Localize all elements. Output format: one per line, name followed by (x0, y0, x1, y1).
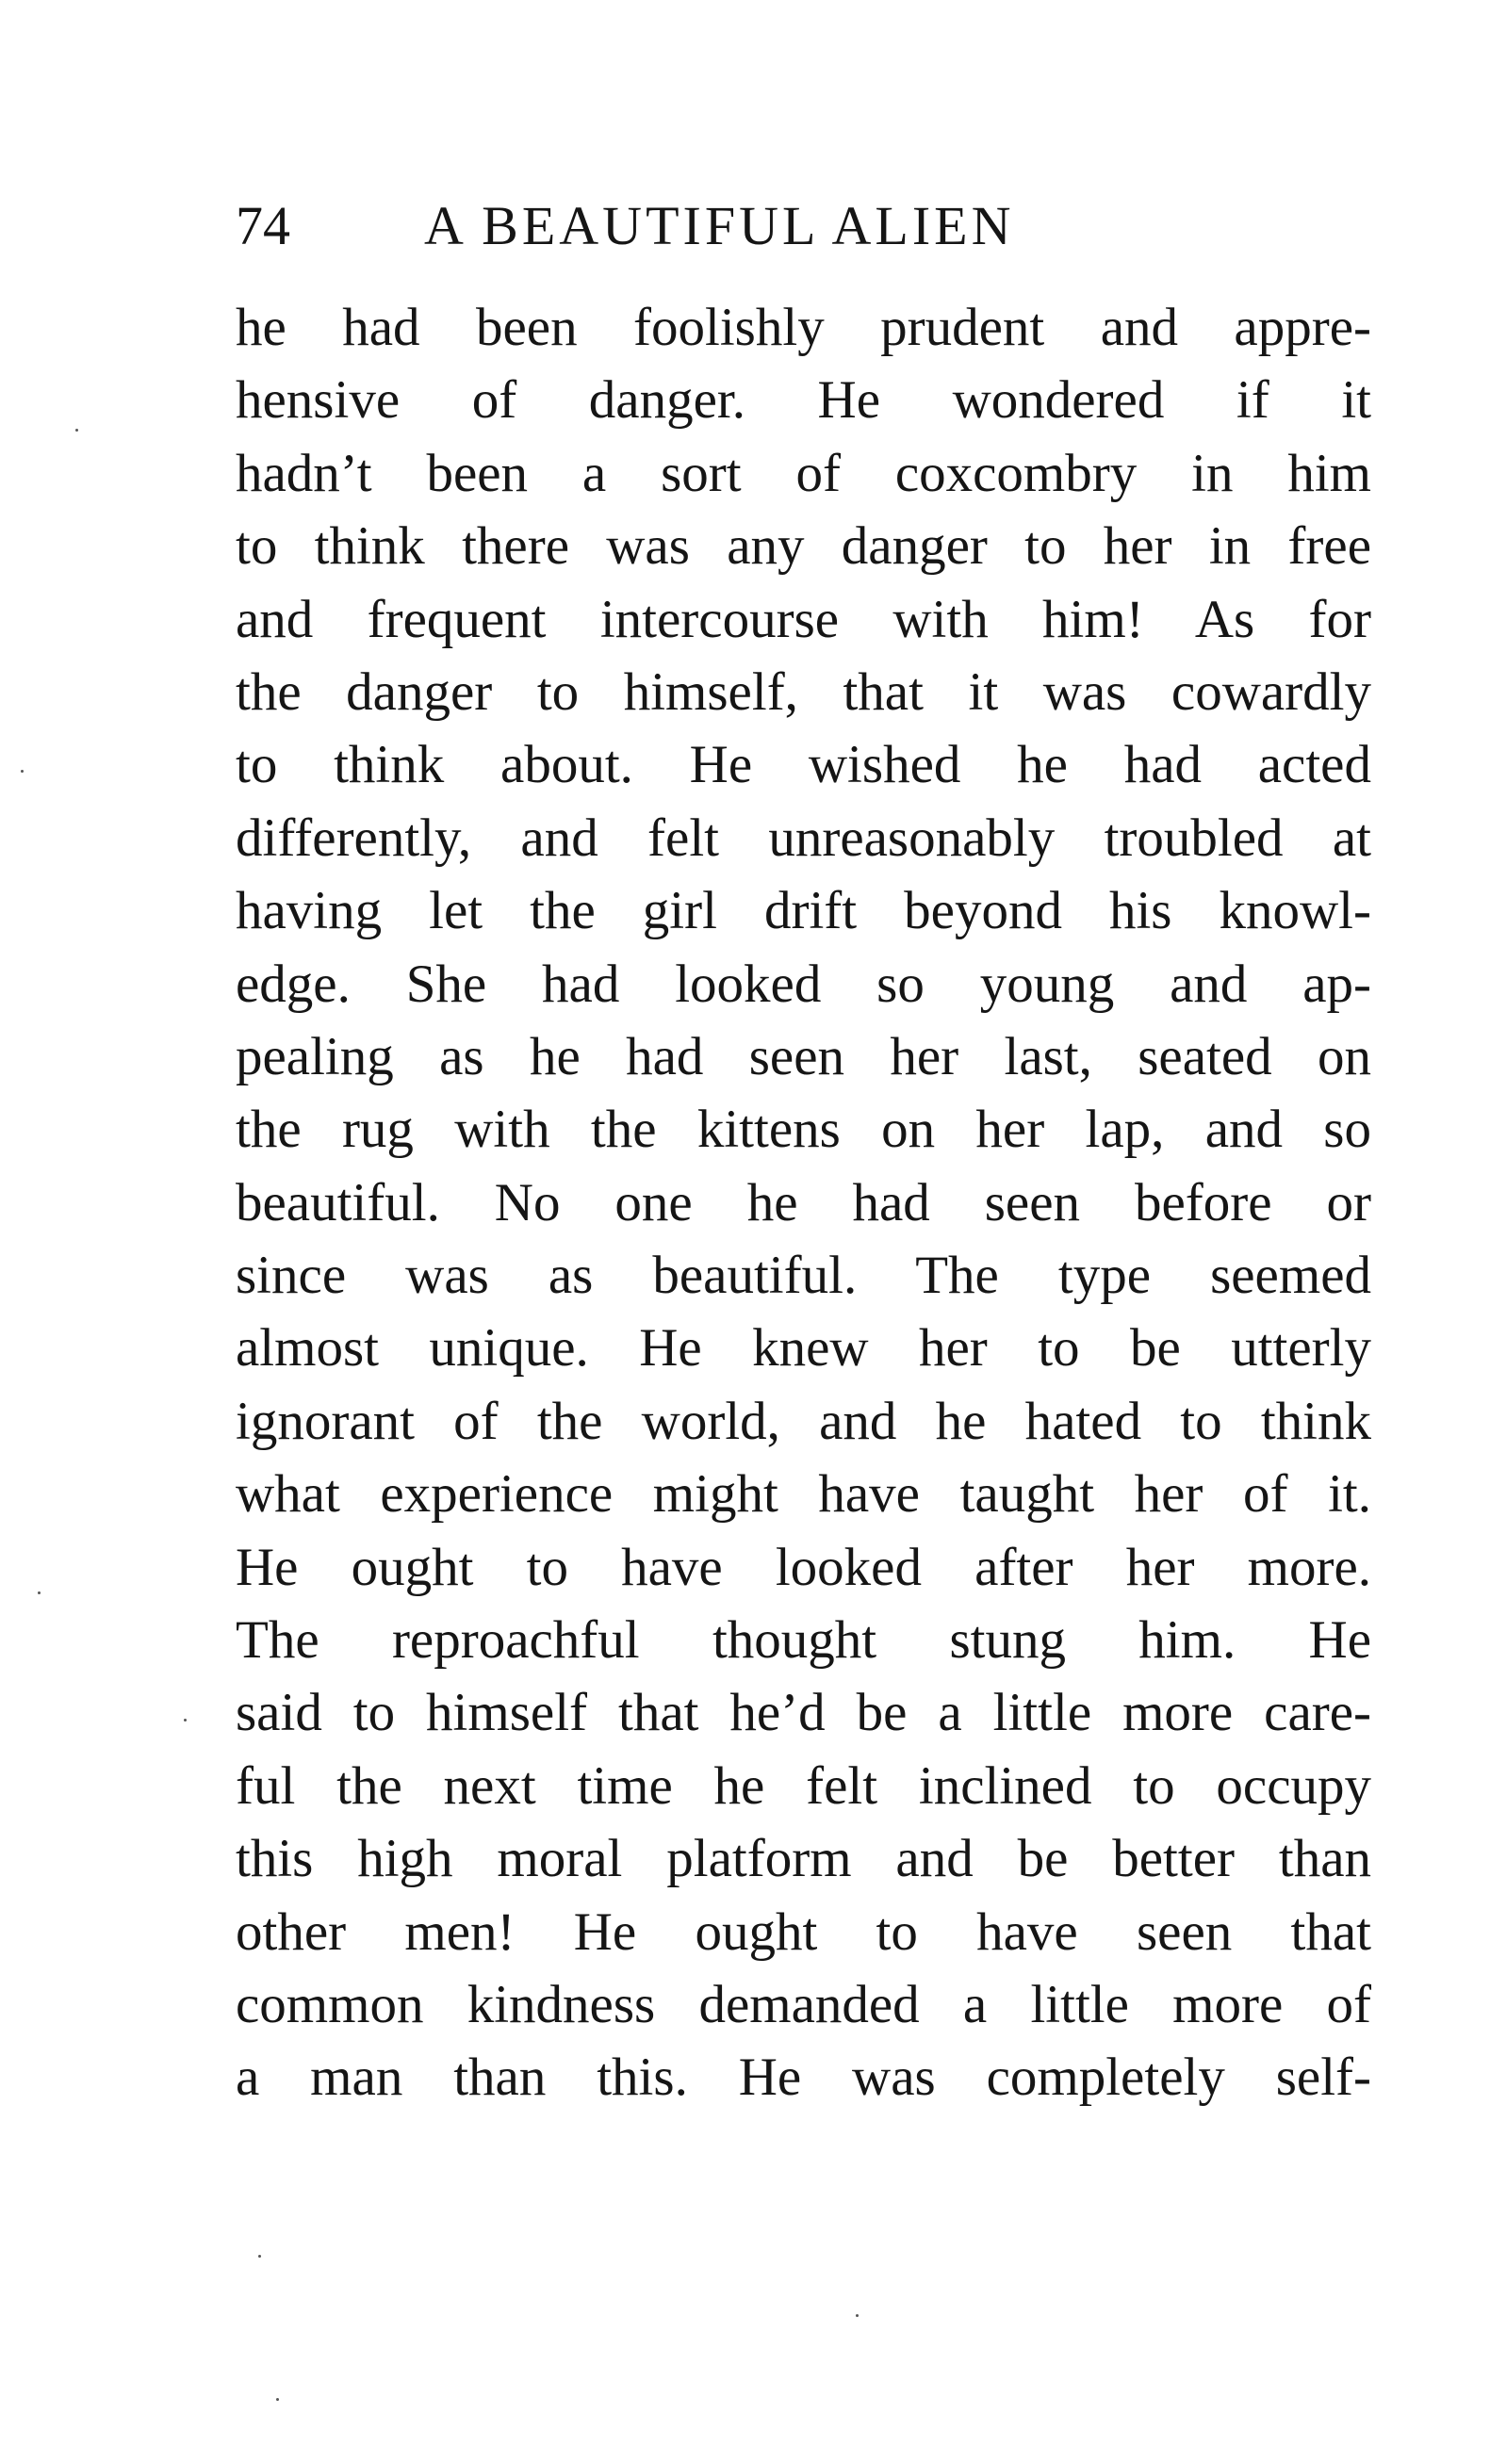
print-speck (21, 770, 24, 773)
text-line: ful the next time he felt inclined to occupy (236, 1755, 1371, 1816)
body-text (236, 291, 1371, 2114)
text-line: the rug with the kittens on her lap, and so (236, 1100, 1371, 1160)
text-line: since was as beautiful. The type seemed (236, 1246, 1371, 1306)
text-line: hadn’t been a sort of coxcombry in him (236, 443, 1371, 503)
text-line: and frequent intercourse with him! As for (236, 589, 1371, 649)
print-speck (38, 1591, 41, 1594)
running-title: A BEAUTIFUL ALIEN (424, 195, 1015, 256)
text-line: he had been foolishly prudent and appre- (236, 298, 1371, 357)
text-line: pealing as he had seen her last, seated on (236, 1026, 1371, 1086)
print-speck (276, 2398, 279, 2401)
text-line: what experience might have taught her of it. (236, 1464, 1371, 1525)
text-line: The reproachful thought stung him. He (236, 1610, 1371, 1671)
text-line: said to himself that he’d be a little more care- (236, 1683, 1371, 1743)
running-head (236, 188, 1367, 264)
print-speck (184, 1719, 187, 1722)
text-line: a man than this. He was completely self- (236, 2048, 1371, 2108)
text-line: almost unique. He knew her to be utterly (236, 1318, 1371, 1379)
text-line: ignorant of the world, and he hated to think (236, 1391, 1371, 1451)
text-line: beautiful. No one he had seen before or (236, 1172, 1371, 1232)
text-line: other men! He ought to have seen that (236, 1901, 1371, 1962)
text-line: this high moral platform and be better than (236, 1829, 1371, 1889)
print-speck (75, 429, 78, 432)
text-line: the danger to himself, that it was cowardly (236, 661, 1371, 722)
text-line: having let the girl drift beyond his knowl- (236, 881, 1371, 941)
page-number: 74 (236, 195, 290, 256)
text-line: hensive of danger. He wondered if it (236, 370, 1371, 431)
text-line: He ought to have looked after her more. (236, 1537, 1371, 1597)
text-line: to think about. He wished he had acted (236, 735, 1371, 795)
text-line: to think there was any danger to her in free (236, 516, 1371, 577)
text-line: edge. She had looked so young and ap- (236, 954, 1371, 1014)
print-speck (258, 2255, 261, 2258)
text-line: differently, and felt unreasonably troubled at (236, 808, 1371, 868)
print-speck (856, 2314, 859, 2317)
text-line: common kindness demanded a little more of (236, 1974, 1371, 2034)
